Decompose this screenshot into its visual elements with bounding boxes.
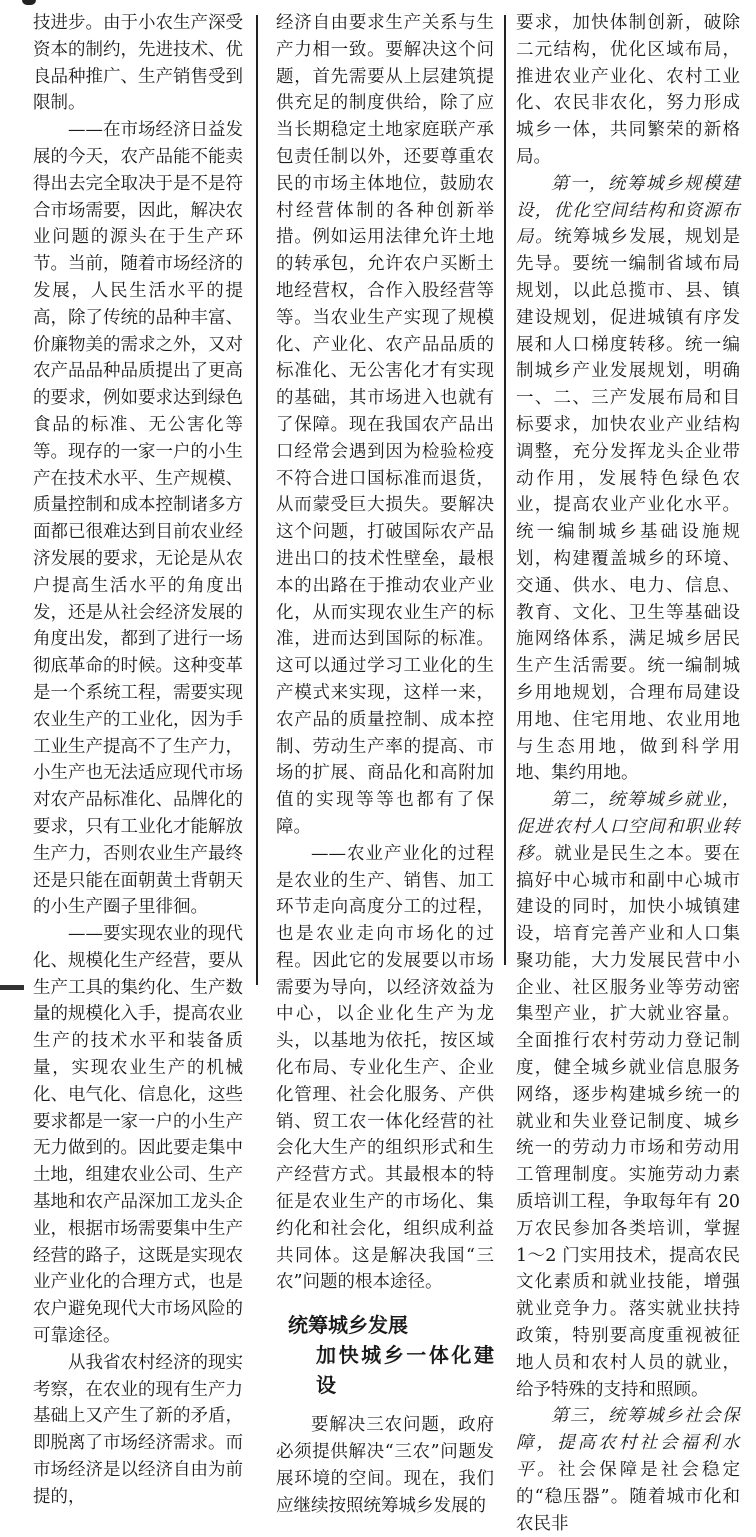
page-edge-mark [0, 985, 24, 990]
paragraph: 经济自由要求生产关系与生产力相一致。要解决这个问题，首先需要从上层建筑提供充足的制度供给，除了应当长期稳定土地家庭联产承包责任制以外，还要尊重农民的市场主体地位，鼓励农村经营体制的各种创新举措。例如运用法律允许土地的转承包，允许农户买断土地经营权，合作入股经营等等。当农业生产实现了规模化、产业化、农产品品质的标准化、无公害化才有实现的基础，其市场进入也就有了保障。现在我国农产品出口经常会遇到因为检验检疫不符合进口国标准而退货，从而蒙受巨大损失。要解决这个问题，打破国际农产品进出口的技术性壁垒，最根本的出路在于推动农业产业化，从而实现农业生产的标准，进而达到国际的标准。这可以通过学习工业化的生产模式来实现，这样一来，农产品的质量控制、成本控制、劳动生产率的提高、市场的扩展、商品化和高附加值的实现等等也都有了保障。 [276, 13, 494, 837]
column-divider [256, 15, 258, 985]
heading-line-1: 统筹城乡发展 [288, 1313, 408, 1338]
paragraph: 从我省农村经济的现实考察，在农业的现有生产力基础上又产生了新的矛盾，即脱离了市场经济需求。而市场经济是以经济自由为前提的， [33, 1352, 243, 1507]
page-corner-mark [22, 0, 36, 5]
paragraph: 技进步。由于小农生产深受资本的制约，先进技术、优良品种推广、生产销售受到限制。 [33, 13, 243, 114]
paragraph: 要解决三农问题，政府必须提供解决“三农”问题发展环境的空间。现在，我们应继续按照统筹城乡发展的 [276, 1415, 494, 1516]
paragraph: ——要实现农业的现代化、规模化生产经营，要从生产工具的集约化、生产数量的规模化入手，提高农业生产的技术水平和装备质量，实现农业生产的机械化、电气化、信息化，这些要求都是一家一户的小生产无力做到的。因此要走集中土地，组建农业公司、生产基地和农产品深加工龙头企业，根据市场需要集中生产经营的路子，这既是实现农业产业化的合理方式，也是农户避免现代大市场风险的可靠途径。 [33, 924, 243, 1347]
column-divider [504, 15, 506, 965]
paragraph: ——农业产业化的过程是农业的生产、销售、加工环节走向高度分工的过程，也是农业走向市场化的过程。因此它的发展要以市场需要为导向，以经济效益为中心，以企业化生产为龙头，以基地为依托，按区域化布局、专业化生产、企业化管理、社会化服务、产供销、贸工农一体化经营的社会化大生产的组织形式和生产经营方式。其最根本的特征是农业生产的市场化、集约化和社会化，组织成利益共同体。这是解决我国“三农”问题的根本途径。 [276, 843, 494, 1293]
heading-line-2: 加快城乡一体化建设 [316, 1343, 494, 1398]
paragraph: ——在市场经济日益发展的今天，农产品能不能卖得出去完全取决于是不是符合市场需要，因此，解决农业问题的源头在于生产环节。当前，随着市场经济的发展，人民生活水平的提高，除了传统的品种丰富、价廉物美的需求之外，又对农产品品种品质提出了更高的要求，例如要求达到绿色食品的标准、无公害化等等。现存的一家一户的小生产在技术水平、生产规模、质量控制和成本控制诸多方面都已很难达到目前农业经济发展的要求，无论是从农户提高生活水平的角度出发，还是从社会经济发展的角度出发，都到了进行一场彻底革命的时候。这种变革是一个系统工程，需要实现农业生产的工业化，因为手工业生产提高不了生产力，小生产也无法适应现代市场对农产品标准化、品牌化的要求，只有工业化才能解放生产力，否则农业生产最终还是只能在面朝黄土背朝天的小生产圈子里徘徊。 [33, 120, 243, 918]
column-right [516, 10, 740, 1537]
paragraph-lead: 第二，统筹城乡就业，促进农村人口空间和职业转移。 [516, 790, 740, 864]
paragraph-lead: 第三，统筹城乡社会保障，提高农村社会福利水平。 [516, 1406, 740, 1481]
paragraph [516, 1403, 740, 1537]
paragraph-body: 统筹城乡发展，规划是先导。要统一编制省域布局规划，以此总揽市、县、镇建设规划，促进城镇有序发展和人口梯度转移。统一编制城乡产业发展规划，明确一、二、三产发展布局和目标要求，加快农业产业结构调整，充分发挥龙头企业带动作用，发展特色绿色农业，提高农业产业化水平。统一编制城乡基础设施规划，构建覆盖城乡的环境、交通、供水、电力、信息、教育、文化、卫生等基础设施网络体系，满足城乡居民生产生活需要。统一编制城乡用地规划，合理布局建设用地、住宅用地、农业用地与生态用地，做到科学用地、集约用地。 [516, 227, 741, 784]
column-middle [276, 10, 494, 1519]
paragraph-lead: 第一，统筹城乡规模建设，优化空间结构和资源布局。 [516, 173, 740, 248]
paragraph [516, 171, 740, 787]
column-left [33, 10, 243, 1511]
paragraph [516, 787, 740, 1403]
paragraph: 要求，加快体制创新，破除二元结构，优化区域布局，推进农业产业化、农村工业化、农民非农化，努力形成城乡一体，共同繁荣的新格局。 [516, 13, 740, 167]
paragraph-body: 社会保障是社会稳定的“稳压器”。随着城市化和农民非 [516, 1460, 741, 1534]
section-heading [276, 1310, 494, 1400]
paragraph-body: 就业是民生之本。要在搞好中心城市和副中心城市建设的同时，加快小城镇建设，培育完善产业和人口集聚功能，大力发展民营中小企业、社区服务业等劳动密集型产业，扩大就业容量。全面推行农村劳动力登记制度，健全城乡就业信息服务网络，逐步构建城乡统一的就业和失业登记制度、城乡统一的劳动力市场和劳动用工管理制度。实施劳动力素质培训工程，争取每年有 20 万农民参加各类培训，掌握 1～2 门实用技术，提高农民文化素质和就业技能，增强就业竞争力。落实就业扶持政策，特别要高度重视被征地人员和农村人员的就业，给予特殊的支持和照顾。 [516, 843, 741, 1400]
